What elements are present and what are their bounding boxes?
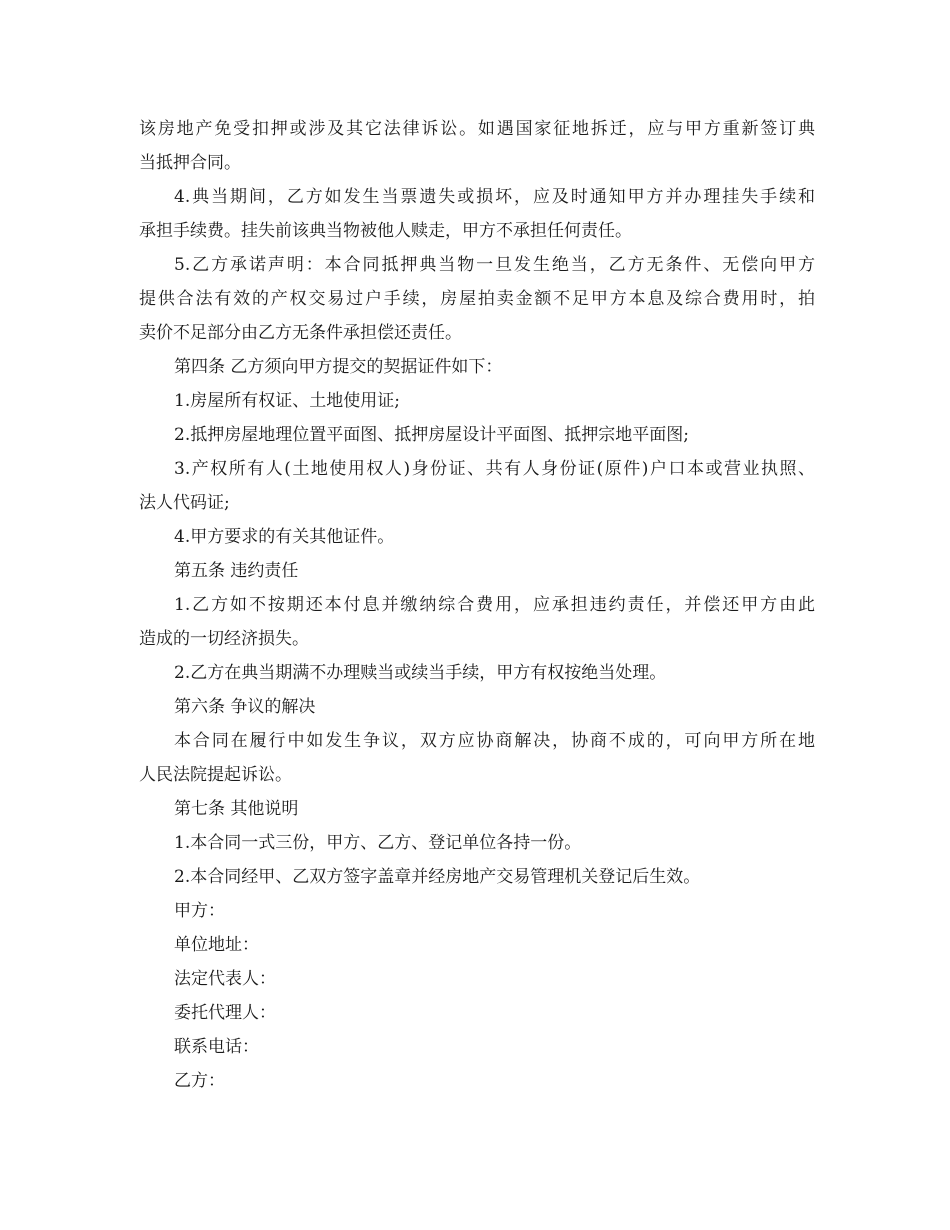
text-line: 法人代码证; — [139, 493, 230, 513]
signature-field-party-a: 甲方： — [174, 901, 225, 921]
text-line: 提供合法有效的产权交易过户手续，房屋拍卖金额不足甲方本息及综合费用时，拍 — [139, 289, 815, 309]
text-line: 1.乙方如不按期还本付息并缴纳综合费用，应承担违约责任，并偿还甲方由此 — [174, 595, 815, 615]
section-heading: 第六条 争议的解决 — [174, 697, 316, 717]
text-line: 2.乙方在典当期满不办理赎当或续当手续，甲方有权按绝当处理。 — [174, 663, 667, 683]
text-line: 5.乙方承诺声明：本合同抵押典当物一旦发生绝当，乙方无条件、无偿向甲方 — [174, 255, 815, 275]
text-line: 4.典当期间，乙方如发生当票遗失或损坏，应及时通知甲方并办理挂失手续和 — [174, 187, 815, 207]
contract-text — [139, 112, 815, 1098]
signature-field-legal-rep: 法定代表人： — [174, 969, 276, 989]
text-line: 造成的一切经济损失。 — [139, 629, 309, 649]
section-heading: 第五条 违约责任 — [174, 561, 299, 581]
text-line: 人民法院提起诉讼。 — [139, 765, 292, 785]
signature-field-address: 单位地址： — [174, 935, 259, 955]
signature-field-agent: 委托代理人： — [174, 1003, 276, 1023]
text-line: 该房地产免受扣押或涉及其它法律诉讼。如遇国家征地拆迁，应与甲方重新签订典 — [139, 119, 815, 139]
text-line: 当抵押合同。 — [139, 153, 241, 173]
signature-field-party-b: 乙方： — [174, 1071, 225, 1091]
section-heading: 第四条 乙方须向甲方提交的契据证件如下： — [174, 357, 503, 377]
text-line: 2.抵押房屋地理位置平面图、抵押房屋设计平面图、抵押宗地平面图; — [174, 425, 689, 445]
text-line: 4.甲方要求的有关其他证件。 — [174, 527, 395, 547]
text-line: 承担手续费。挂失前该典当物被他人赎走，甲方不承担任何责任。 — [139, 221, 632, 241]
text-line: 本合同在履行中如发生争议，双方应协商解决，协商不成的，可向甲方所在地 — [174, 731, 815, 751]
text-line: 3.产权所有人(土地使用权人)身份证、共有人身份证(原件)户口本或营业执照、 — [174, 459, 815, 479]
text-line: 2.本合同经甲、乙双方签字盖章并经房地产交易管理机关登记后生效。 — [174, 867, 701, 887]
section-heading: 第七条 其他说明 — [174, 799, 299, 819]
text-line: 1.房屋所有权证、土地使用证; — [174, 391, 400, 411]
text-line: 卖价不足部分由乙方无条件承担偿还责任。 — [139, 323, 462, 343]
text-line: 1.本合同一式三份，甲方、乙方、登记单位各持一份。 — [174, 833, 582, 853]
signature-field-phone: 联系电话： — [174, 1037, 259, 1057]
